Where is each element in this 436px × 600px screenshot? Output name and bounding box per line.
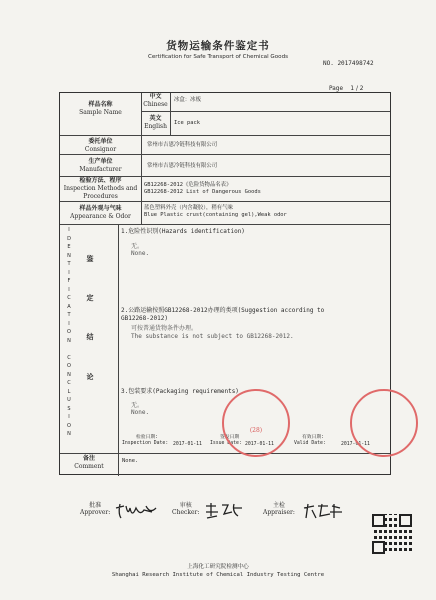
vertical-letter: O (67, 422, 71, 429)
vertical-letter: N (67, 252, 71, 259)
vertical-letter: E (67, 244, 71, 250)
manufacturer-value: 常州市吉恩冷链科技有限公司 (147, 163, 218, 169)
seal-number: (28) (249, 427, 263, 434)
vertical-letter: C (67, 295, 71, 301)
appraiser-signature (300, 500, 344, 522)
vertical-letter: N (67, 431, 71, 437)
page-label: Page (329, 86, 344, 92)
official-seal (222, 389, 290, 457)
sample-name-label: 样品名称 Sample Name (79, 101, 122, 116)
vertical-cn-2: 定 (86, 293, 94, 302)
inspection-date: 2017-01-11 (173, 442, 202, 447)
vertical-cn-3: 结 (86, 332, 94, 341)
vertical-letter: I (68, 286, 70, 293)
page-number: 1 / 2 (350, 86, 364, 92)
comment-label: 备注 Comment (74, 455, 104, 470)
manufacturer-label: 生产单位 Manufacturer (79, 158, 122, 173)
consignor-label: 委托单位 Consignor (84, 138, 117, 153)
valid-date: 2017-01-11 (341, 442, 370, 447)
issue-date: 2017-01-11 (245, 442, 274, 447)
vertical-letter: F (67, 278, 71, 284)
identification-conclusion-vertical (65, 227, 73, 440)
method-value: GB12268-2012《危险货物品名表》 GB12268-2012 List of Dangerous Goods (144, 182, 261, 195)
vertical-letter: A (67, 303, 71, 310)
appraiser-label: 主检 Appraiser: (263, 502, 295, 516)
inspection-date-label: 检验日期: Inspection Date: (122, 435, 169, 446)
english-label: 英文 English (144, 115, 167, 130)
section-packaging: 3.包装要求(Packaging requirements) 无。 None. (121, 388, 239, 416)
document-title: 货物运输条件鉴定书 (166, 40, 270, 52)
vertical-letter: C (67, 354, 71, 361)
approver-label: 批准 Approver: (80, 502, 111, 516)
official-seal-2 (350, 389, 418, 457)
vertical-letter: C (67, 380, 71, 386)
document-subtitle: Certification for Safe Transport of Chemical Goods (147, 54, 289, 60)
sample-name-english: Ice pack (174, 120, 200, 126)
section-suggestion: 2.公路运输按照GB12268-2012办理的类项(Suggestion according to GB12268-2012) 可按普通货物条件办理。 The substance is not subject to GB12268-2012. (121, 307, 325, 340)
vertical-letter: T (67, 261, 71, 267)
footer-institute-cn: 上海化工研究院检测中心 (187, 564, 249, 570)
vertical-letter: T (67, 312, 71, 318)
vertical-letter: N (67, 337, 71, 344)
vertical-letter: U (67, 397, 71, 403)
valid-date-label: 有效日期: Valid Date: (294, 435, 326, 446)
appearance-label: 样品外观与气味 Appearance & Odor (70, 205, 131, 220)
vertical-letter: I (68, 320, 70, 327)
qr-code (372, 514, 412, 554)
vertical-letter: I (68, 227, 70, 233)
chinese-label: 中文 Chinese (143, 93, 168, 108)
consignor-value: 常州市吉恩冷链科技有限公司 (147, 142, 218, 148)
method-label: 检验方法、程序 Inspection Methods and Procedures (63, 177, 138, 200)
vertical-letter: I (68, 269, 70, 276)
certificate-number: NO. 2017498742 (323, 60, 374, 67)
checker-signature (202, 500, 246, 522)
section-hazards: 1.危险性识别(Hazards identification) 无。 None. (121, 228, 245, 257)
comment-value: None. (122, 458, 139, 464)
appearance-value: 蓝色塑料外壳（内含凝胶），稍有气味 Blue Plastic crust(containing gel),Weak odor (144, 205, 287, 218)
vertical-letter: O (67, 363, 71, 369)
vertical-cn-4: 论 (86, 372, 94, 381)
certificate-table (59, 92, 391, 475)
vertical-letter: I (68, 414, 70, 420)
footer-institute-en: Shanghai Research Institute of Chemical Industry Testing Centre (111, 572, 325, 578)
approver-signature (112, 500, 160, 522)
sample-name-chinese: 冰盒：冰板 (174, 97, 201, 103)
vertical-letter: N (67, 371, 71, 378)
vertical-letter (65, 346, 73, 355)
vertical-letter: L (67, 388, 71, 395)
vertical-cn-1: 鉴 (86, 254, 94, 263)
vertical-letter: O (67, 329, 71, 335)
vertical-letter: S (67, 405, 71, 412)
issue-date-label: 签发日期 Issue Date: (210, 435, 242, 446)
vertical-letter: D (67, 235, 71, 242)
checker-label: 审核 Checker: (172, 502, 200, 516)
